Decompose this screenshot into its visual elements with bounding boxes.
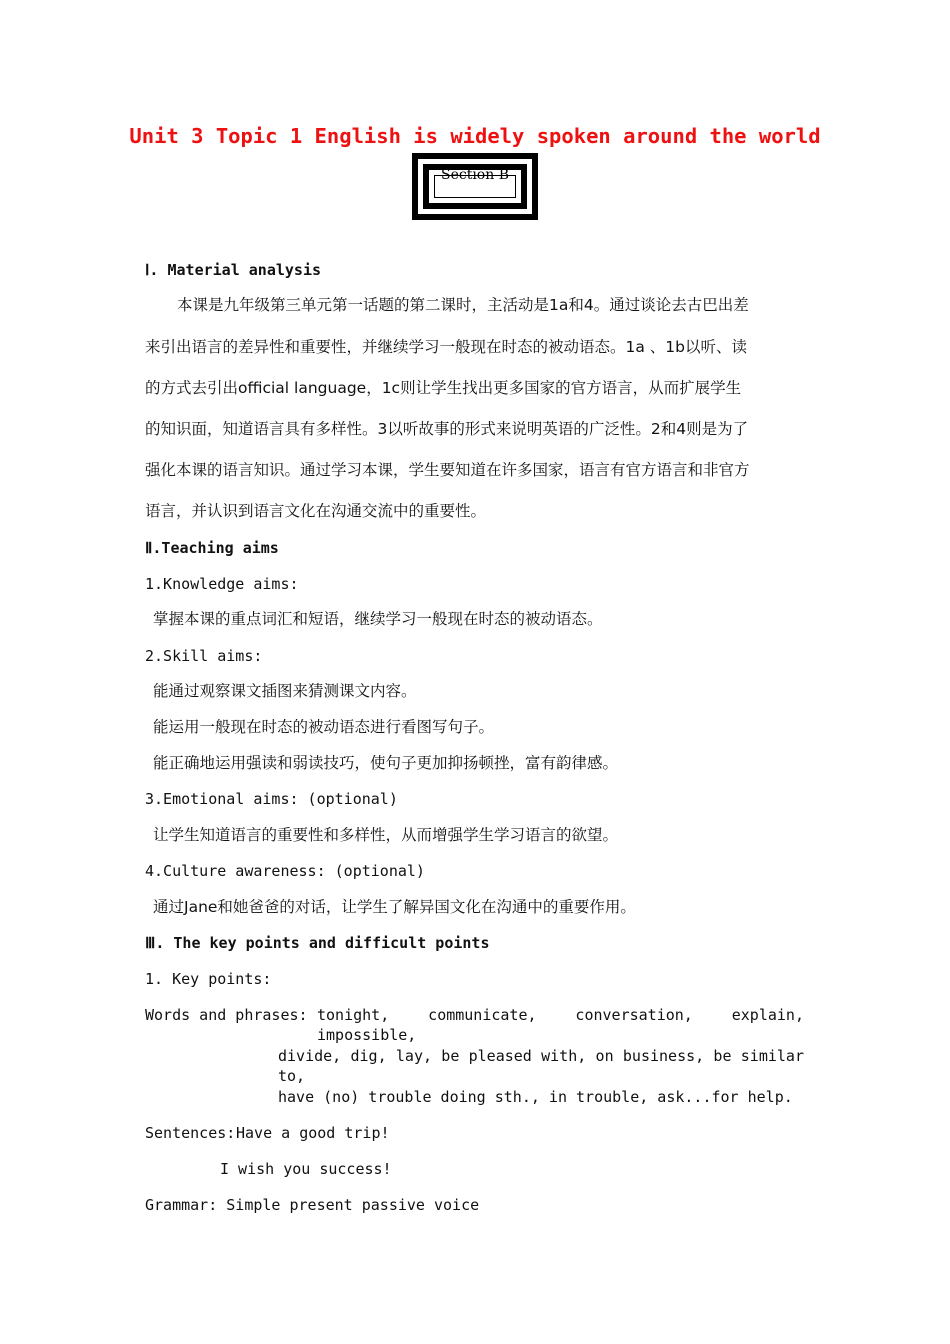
paragraph-line: 语言，并认识到语言文化在沟通交流中的重要性。 [145, 502, 487, 520]
heading-teaching-aims: Ⅱ.Teaching aims [145, 539, 279, 557]
section-label: Section B [440, 167, 509, 183]
emotional-aims-label: 3.Emotional aims: (optional) [145, 790, 398, 808]
paragraph-line: 本课是九年级第三单元第一话题的第二课时，主活动是1a和4。通过谈论去古巴出差 [177, 296, 749, 314]
knowledge-aims-text: 掌握本课的重点词汇和短语，继续学习一般现在时态的被动语态。 [153, 610, 603, 628]
paragraph-line: 的知识面，知道语言具有多样性。3以听故事的形式来说明英语的广泛性。2和4则是为了 [145, 420, 749, 438]
knowledge-aims-label: 1.Knowledge aims: [145, 575, 299, 593]
culture-awareness-text: 通过Jane和她爸爸的对话，让学生了解异国文化在沟通中的重要作用。 [153, 898, 636, 916]
sentences-label: Sentences: [145, 1124, 236, 1142]
sentence-item: I wish you success! [220, 1160, 392, 1178]
words-line: tonight, communicate, conversation, explain, impossible, [317, 1006, 804, 1044]
paragraph-line: 强化本课的语言知识。通过学习本课，学生要知道在许多国家，语言有官方语言和非官方 [145, 461, 750, 479]
skill-aims-label: 2.Skill aims: [145, 647, 263, 665]
key-points-label: 1. Key points: [145, 970, 272, 988]
skill-aims-item: 能正确地运用强读和弱读技巧，使句子更加抑扬顿挫，富有韵律感。 [153, 754, 619, 772]
skill-aims-item: 能运用一般现在时态的被动语态进行看图写句子。 [153, 718, 495, 736]
words-and-phrases-label: Words and phrases: [145, 1006, 308, 1024]
paragraph-line: 的方式去引出official language，1c则让学生找出更多国家的官方语言，从而扩展学生 [145, 379, 742, 397]
heading-key-points: Ⅲ. The key points and difficult points [145, 934, 490, 952]
skill-aims-item: 能通过观察课文插图来猜测课文内容。 [153, 682, 417, 700]
culture-awareness-label: 4.Culture awareness: (optional) [145, 862, 425, 880]
grammar-line: Grammar: Simple present passive voice [145, 1196, 480, 1214]
words-line: divide, dig, lay, be pleased with, on business, be similar to, [278, 1047, 804, 1085]
emotional-aims-text: 让学生知道语言的重要性和多样性，从而增强学生学习语言的欲望。 [153, 826, 619, 844]
words-line: have (no) trouble doing sth., in trouble, ask...for help. [278, 1088, 793, 1106]
sentence-item: Have a good trip! [236, 1124, 390, 1142]
heading-material-analysis: Ⅰ. Material analysis [145, 261, 322, 279]
section-frame [412, 153, 538, 220]
paragraph-line: 来引出语言的差异性和重要性，并继续学习一般现在时态的被动语态。1a 、1b以听、读 [145, 338, 747, 356]
document-title: Unit 3 Topic 1 English is widely spoken around the world [129, 124, 821, 148]
